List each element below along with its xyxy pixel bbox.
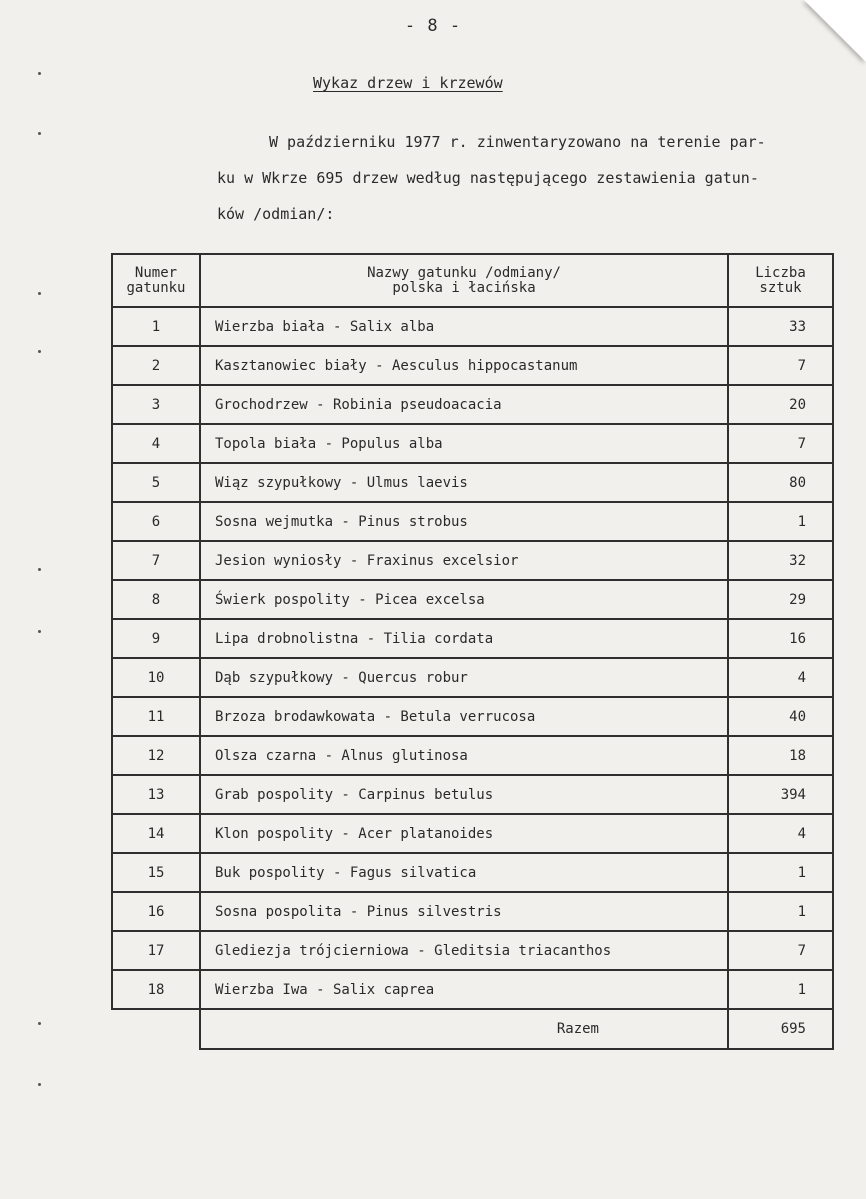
row-number: 18 <box>112 970 200 1009</box>
total-row <box>112 1009 833 1049</box>
row-species-name: Brzoza brodawkowata - Betula verrucosa <box>200 697 728 736</box>
table-row <box>112 541 833 580</box>
row-number: 5 <box>112 463 200 502</box>
row-species-name: Glediezja trójcierniowa - Gleditsia triacanthos <box>200 931 728 970</box>
row-count: 32 <box>728 541 833 580</box>
row-species-name: Grochodrzew - Robinia pseudoacacia <box>200 385 728 424</box>
table-row <box>112 736 833 775</box>
row-count: 1 <box>728 970 833 1009</box>
row-number: 17 <box>112 931 200 970</box>
row-number: 9 <box>112 619 200 658</box>
header-count-line1: Liczba <box>755 264 806 281</box>
row-species-name: Topola biała - Populus alba <box>200 424 728 463</box>
row-count: 16 <box>728 619 833 658</box>
table-row <box>112 502 833 541</box>
row-species-name: Grab pospolity - Carpinus betulus <box>200 775 728 814</box>
row-number: 10 <box>112 658 200 697</box>
intro-line: ków /odmian/: <box>217 205 335 223</box>
row-species-name: Wierzba Iwa - Salix caprea <box>200 970 728 1009</box>
row-species-name: Świerk pospolity - Picea excelsa <box>200 580 728 619</box>
row-count: 7 <box>728 931 833 970</box>
total-value: 695 <box>728 1009 833 1049</box>
table-row <box>112 892 833 931</box>
total-label: Razem <box>200 1009 728 1049</box>
row-count: 80 <box>728 463 833 502</box>
row-number: 13 <box>112 775 200 814</box>
row-count: 29 <box>728 580 833 619</box>
header-count-line2: sztuk <box>759 279 802 296</box>
table-row <box>112 580 833 619</box>
row-count: 18 <box>728 736 833 775</box>
row-count: 7 <box>728 346 833 385</box>
row-species-name: Lipa drobnolistna - Tilia cordata <box>200 619 728 658</box>
header-number <box>112 254 200 307</box>
table-row <box>112 697 833 736</box>
header-name-line2: polska i łacińska <box>392 279 536 296</box>
row-number: 3 <box>112 385 200 424</box>
table-header-row <box>112 254 833 307</box>
row-count: 1 <box>728 502 833 541</box>
row-species-name: Buk pospolity - Fagus silvatica <box>200 853 728 892</box>
row-count: 33 <box>728 307 833 346</box>
row-species-name: Olsza czarna - Alnus glutinosa <box>200 736 728 775</box>
row-count: 40 <box>728 697 833 736</box>
table-row <box>112 463 833 502</box>
row-number: 14 <box>112 814 200 853</box>
header-name-line1: Nazwy gatunku /odmiany/ <box>367 264 561 281</box>
page-number: - 8 - <box>404 16 462 36</box>
species-table <box>111 253 834 1050</box>
row-species-name: Wiąz szypułkowy - Ulmus laevis <box>200 463 728 502</box>
row-species-name: Wierzba biała - Salix alba <box>200 307 728 346</box>
intro-paragraph <box>217 124 837 232</box>
row-count: 4 <box>728 814 833 853</box>
row-count: 20 <box>728 385 833 424</box>
row-count: 7 <box>728 424 833 463</box>
row-number: 6 <box>112 502 200 541</box>
row-number: 16 <box>112 892 200 931</box>
table-row <box>112 970 833 1009</box>
table-row <box>112 385 833 424</box>
row-species-name: Sosna wejmutka - Pinus strobus <box>200 502 728 541</box>
row-species-name: Sosna pospolita - Pinus silvestris <box>200 892 728 931</box>
row-number: 11 <box>112 697 200 736</box>
row-count: 1 <box>728 892 833 931</box>
row-number: 2 <box>112 346 200 385</box>
table-row <box>112 931 833 970</box>
total-spacer <box>112 1009 200 1049</box>
table-row <box>112 775 833 814</box>
row-number: 1 <box>112 307 200 346</box>
row-species-name: Kasztanowiec biały - Aesculus hippocastanum <box>200 346 728 385</box>
row-count: 1 <box>728 853 833 892</box>
row-number: 4 <box>112 424 200 463</box>
table-row <box>112 853 833 892</box>
row-count: 4 <box>728 658 833 697</box>
header-name <box>200 254 728 307</box>
row-number: 8 <box>112 580 200 619</box>
row-count: 394 <box>728 775 833 814</box>
document-title: Wykaz drzew i krzewów <box>313 74 503 92</box>
intro-line: W październiku 1977 r. zinwentaryzowano na terenie par- <box>269 133 766 151</box>
table-row <box>112 307 833 346</box>
row-species-name: Jesion wyniosły - Fraxinus excelsior <box>200 541 728 580</box>
header-number-line2: gatunku <box>126 279 186 296</box>
table-row <box>112 346 833 385</box>
table-row <box>112 814 833 853</box>
intro-line: ku w Wkrze 695 drzew według następującego zestawienia gatun- <box>217 169 759 187</box>
header-count <box>728 254 833 307</box>
table-row <box>112 424 833 463</box>
row-number: 15 <box>112 853 200 892</box>
table-row <box>112 619 833 658</box>
row-number: 7 <box>112 541 200 580</box>
row-species-name: Dąb szypułkowy - Quercus robur <box>200 658 728 697</box>
table-row <box>112 658 833 697</box>
row-number: 12 <box>112 736 200 775</box>
row-species-name: Klon pospolity - Acer platanoides <box>200 814 728 853</box>
header-number-line1: Numer <box>134 264 178 281</box>
